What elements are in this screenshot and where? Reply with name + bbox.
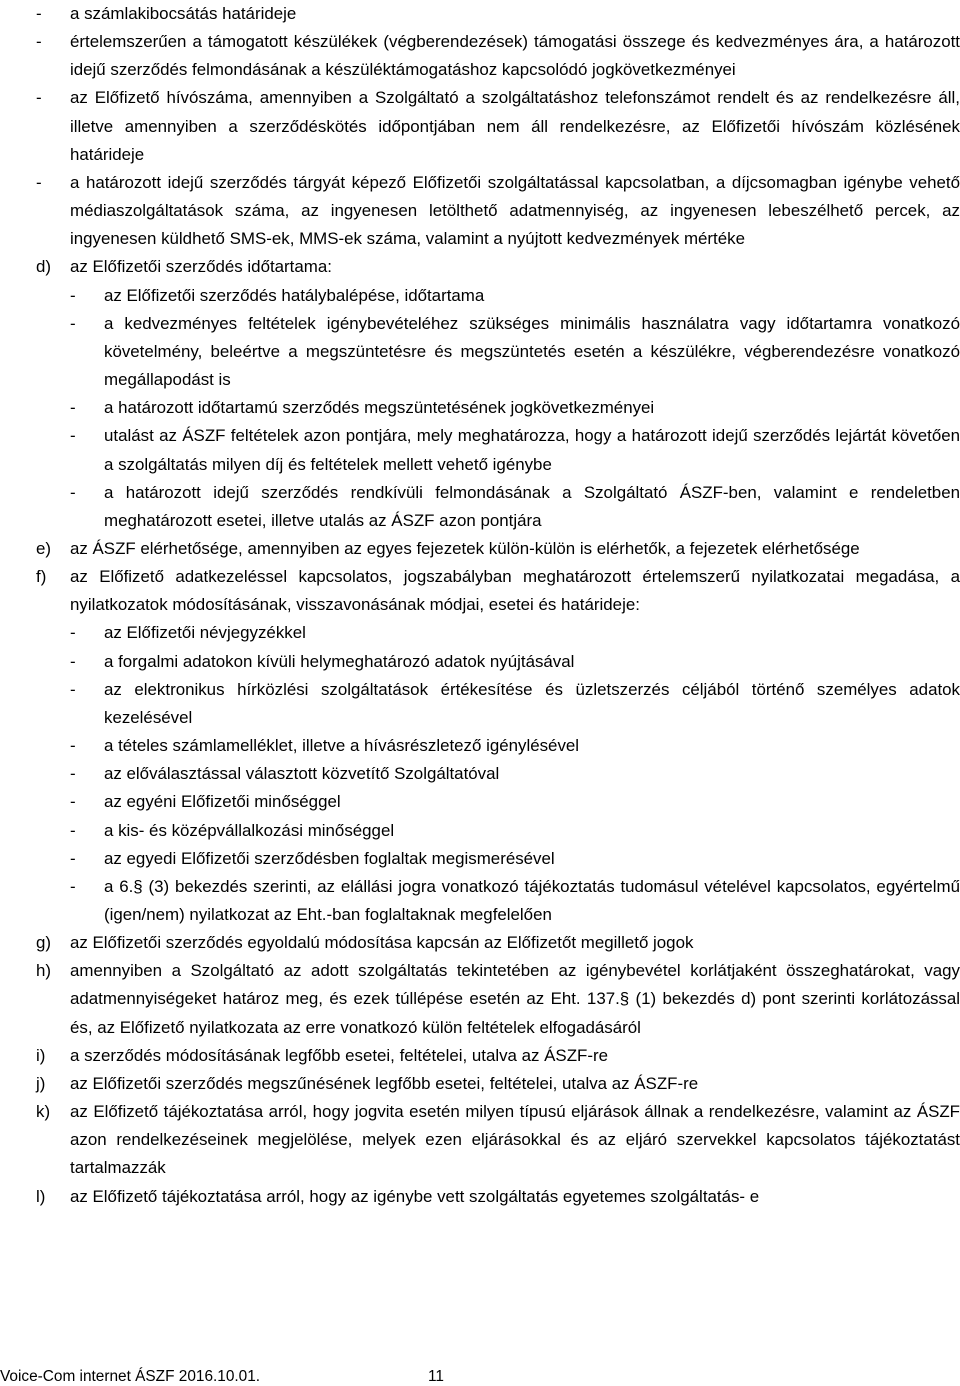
bullet-text: az Előfizető hívószáma, amennyiben a Szolgáltató a szolgáltatáshoz telefonszámot rendelt és az rendelkezésre áll, illetve amennyiben a szerződéskötés időpontjában nem áll rendelkezésre, az Előfizetői hívószám közlésének határideje [70, 88, 960, 164]
item-label: k) [36, 1102, 51, 1122]
list-item [70, 394, 960, 422]
bullet-dash: - [36, 88, 42, 108]
list-item [70, 282, 960, 310]
item-text: az Előfizetői szerződés időtartama: [70, 257, 332, 277]
bullet-dash: - [70, 792, 76, 812]
list-item [70, 873, 960, 929]
item-label: h) [36, 961, 52, 981]
bullet-text: a számlakibocsátás határideje [70, 4, 297, 23]
item-label: l) [36, 1186, 46, 1206]
list-item [70, 479, 960, 535]
item-text: az Előfizető tájékoztatása arról, hogy az igénybe vett szolgáltatás egyetemes szolgáltatás- e [70, 1186, 760, 1206]
list-item [70, 845, 960, 873]
list-item [70, 619, 960, 647]
bullet-dash: - [70, 820, 76, 840]
bullet-dash: - [70, 482, 76, 502]
bullet-dash: - [70, 426, 76, 446]
item-label: i) [36, 1045, 46, 1065]
bullet-text: a tételes számlamelléklet, illetve a hívásrészletező igénylésével [104, 736, 580, 756]
bullet-text: értelemszerűen a támogatott készülékek (végberendezések) támogatási összege és kedvezményes ára, a határozott idejű szerződés felmondásának a készüléktámogatáshoz kapcsolódó jogkövetkezményei [70, 32, 960, 80]
intro-bullet-list [36, 0, 960, 253]
item-body [70, 535, 960, 563]
bullet-text: az Előfizetői szerződés hatálybalépése, időtartama [104, 285, 485, 305]
item-label: j) [36, 1073, 46, 1093]
item-label: e) [36, 538, 52, 558]
bullet-dash: - [70, 679, 76, 699]
item-text: az Előfizetői szerződés megszűnésének legfőbb esetei, feltételei, utalva az ÁSZF-re [70, 1073, 699, 1093]
item-body [70, 957, 960, 1041]
bullet-dash: - [70, 848, 76, 868]
list-item-d [36, 253, 960, 535]
list-item [36, 169, 960, 253]
bullet-text: a forgalmi adatokon kívüli helymeghatározó adatok nyújtásával [104, 651, 575, 671]
list-item [36, 84, 960, 168]
item-text: a szerződés módosításának legfőbb esetei, feltételei, utalva az ÁSZF-re [70, 1045, 608, 1065]
bullet-dash: - [70, 876, 76, 896]
bullet-text: a kis- és középvállalkozási minőséggel [104, 820, 395, 840]
item-text: az Előfizetői szerződés egyoldalú módosítása kapcsán az Előfizetőt megillető jogok [70, 933, 694, 953]
list-item-h [36, 957, 960, 1041]
list-item-j [36, 1070, 960, 1098]
list-item [70, 817, 960, 845]
item-text: az ÁSZF elérhetősége, amennyiben az egyes fejezetek külön-külön is elérhetők, a fejezetek elérhetősége [70, 538, 860, 558]
bullet-text: a határozott időtartamú szerződés megszüntetésének jogkövetkezményei [104, 398, 655, 418]
list-item-e [36, 535, 960, 563]
bullet-text: a kedvezményes feltételek igénybevételéhez szükséges minimális használatra vagy időtartamra vonatkozó követelmény, beleértve a megszüntetésre és megszüntetés esetén a készülékre, végberendezésre vonatkozó megállapodást is [104, 313, 960, 390]
document-body [36, 0, 960, 1211]
item-body [70, 1042, 960, 1070]
bullet-text: az előválasztással választott közvetítő Szolgáltatóval [104, 764, 500, 784]
bullet-dash: - [36, 4, 42, 23]
list-item-i [36, 1042, 960, 1070]
list-item [70, 732, 960, 760]
list-item [70, 676, 960, 732]
bullet-text: a határozott idejű szerződés tárgyát képező Előfizetői szolgáltatással kapcsolatban, a díjcsomagban igénybe vehető médiaszolgáltatások száma, az ingyenesen letölthető adatmennyiség, az ingyenesen lebeszélhető percek, az ingyenesen küldhető SMS-ek, MMS-ek száma, valamint a nyújtott kedvezmények mértéke [70, 172, 960, 249]
item-label: g) [36, 933, 52, 953]
item-label: f) [36, 567, 47, 587]
bullet-text: a 6.§ (3) bekezdés szerinti, az elállási jogra vonatkozó tájékoztatás tudomásul vételével kapcsolatos, egyértelmű (igen/nem) nyilatkozat az Eht.-ban foglaltaknak megfelelően [104, 876, 960, 924]
list-item [70, 788, 960, 816]
bullet-dash: - [70, 651, 76, 671]
item-text: az Előfizető adatkezeléssel kapcsolatos, jogszabályban meghatározott értelemszerű nyilatkozatai megadása, a nyilatkozatok módosításának, visszavonásának módjai, esetei és határideje: [70, 567, 960, 615]
bullet-dash: - [70, 764, 76, 784]
list-item [36, 28, 960, 84]
item-label: d) [36, 257, 52, 277]
list-item-l [36, 1183, 960, 1211]
item-body [70, 1098, 960, 1182]
bullet-dash: - [70, 398, 76, 418]
bullet-dash: - [36, 172, 42, 192]
footer-document-title: Voice-Com internet ÁSZF 2016.10.01. [0, 1368, 261, 1385]
bullet-text: az egyéni Előfizetői minőséggel [104, 792, 341, 812]
list-item [70, 760, 960, 788]
list-item [70, 422, 960, 478]
item-body [70, 1183, 960, 1211]
list-item [70, 310, 960, 394]
item-body [70, 563, 960, 929]
bullet-dash: - [70, 313, 76, 333]
bullet-dash: - [70, 736, 76, 756]
item-body [70, 253, 960, 535]
bullet-dash: - [70, 623, 76, 643]
bullet-text: az Előfizetői névjegyzékkel [104, 623, 306, 643]
bullet-text: utalást az ÁSZF feltételek azon pontjára, mely meghatározza, hogy a határozott idejű szerződés lejártát követően a szolgáltatás milyen díj és feltételek mellett vehető igénybe [104, 426, 960, 474]
item-body [70, 1070, 960, 1098]
list-item [70, 648, 960, 676]
list-item-g [36, 929, 960, 957]
bullet-dash: - [36, 32, 42, 52]
list-item-k [36, 1098, 960, 1182]
list-item-f [36, 563, 960, 929]
bullet-text: a határozott idejű szerződés rendkívüli felmondásának a Szolgáltató ÁSZF-ben, valamint e rendeletben meghatározott esetei, illetve utalás az ÁSZF azon pontjára [104, 482, 960, 530]
bullet-text: az egyedi Előfizetői szerződésben foglaltak megismerésével [104, 848, 555, 868]
bullet-dash: - [70, 285, 76, 305]
list-item [36, 0, 960, 28]
footer-page-number: 11 [428, 1368, 444, 1385]
item-text: amennyiben a Szolgáltató az adott szolgáltatás tekintetében az igénybevétel korlátjaként összeghatárokat, vagy adatmennyiségeket határoz meg, és ezek túllépése esetén az Eht. 137.§ (1) bekezdés d) pont szerinti korlátozással és, az Előfizető nyilatkozata az erre vonatkozó külön feltételek elfogadásáról [70, 961, 960, 1037]
bullet-text: az elektronikus hírközlési szolgáltatások értékesítése és üzletszerzés céljából történő személyes adatok kezelésével [104, 679, 960, 727]
item-text: az Előfizető tájékoztatása arról, hogy jogvita esetén milyen típusú eljárások állnak a rendelkezésre, valamint az ÁSZF azon rendelkezéseinek megjelölése, melyek ezen eljárásokkal és az eljáró szervekkel kapcsolatos tájékoztatást tartalmazzák [70, 1102, 960, 1178]
item-body [70, 929, 960, 957]
